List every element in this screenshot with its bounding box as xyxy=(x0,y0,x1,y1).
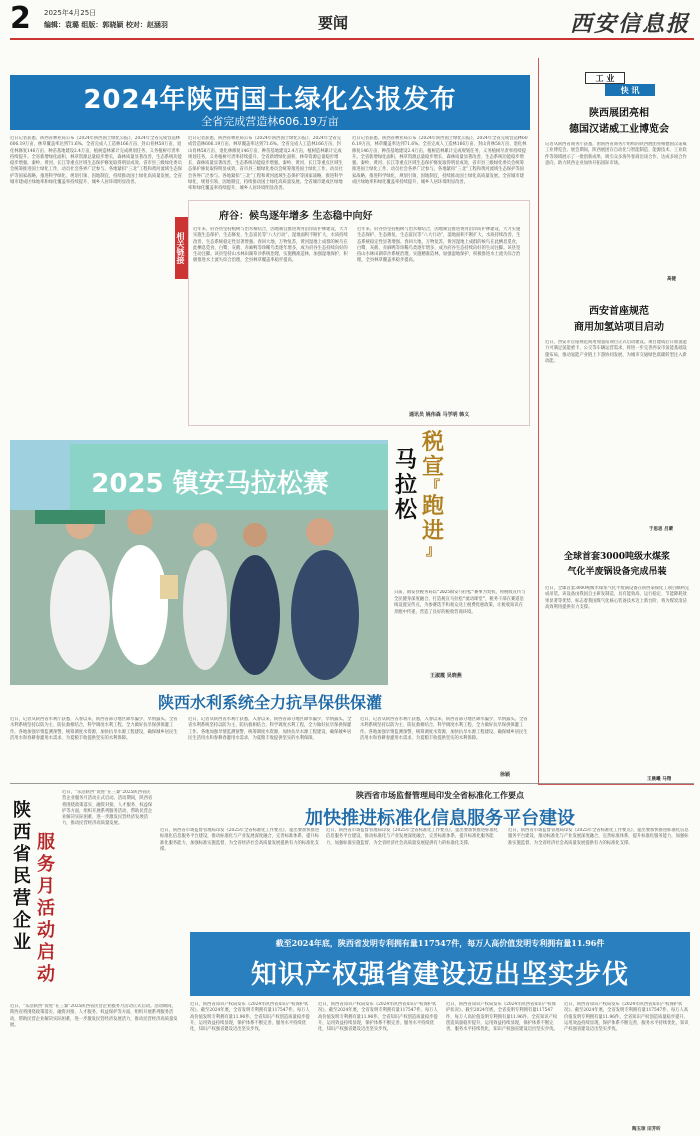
title-char: 马 xyxy=(394,447,417,473)
standard-kicker: 陕西省市场监督管理局印发全省标准化工作要点 xyxy=(356,790,524,800)
photo-title-marathon xyxy=(394,448,418,523)
title-char: 启 xyxy=(37,942,55,963)
marathon-photo xyxy=(10,440,388,685)
title-char: 『 xyxy=(426,479,440,495)
standard-body-col3: 近日，陕西省市场监督管理局印发《2025年全省标准化工作要点》，提出要加快推进标准化信息服务平台建设，推动标准化与产业发展深度融合，完善标准体系，提升标准化服务能力，加强标准实施监督，为全省经济社会高质量发展提供有力的标准化支撑。 xyxy=(508,828,689,846)
title-char: 企 xyxy=(13,910,31,931)
photo-story-body: 日前，镇安县税务局以“2025镇安马拉松”赛事为契机，将税收宣传与全民健身深度融合，打造税宣马拉松“流动课堂”，税务干部在赛道沿线设置宣传点，为参赛选手和观众送上税费优惠政策，让税收知识在奔跑中传递，营造了良好的税收营商环境。 xyxy=(394,590,526,615)
service-title-col2 xyxy=(36,832,56,986)
title-char: 业 xyxy=(13,932,31,953)
event-sign-text: 2025 镇安马拉松赛 xyxy=(91,469,329,499)
title-char: 民 xyxy=(13,866,31,887)
ip-body-col4: 近日，陕西省知识产权局发布《2024年陕西省知识产权保护状况》。截至2024年底，全省发明专利拥有量117547件，每万人高价值发明专利拥有量11.96件。全省知识产权创造质量稳步提升，运用效益持续显现，保护体系不断完善，服务水平持续优化，知识产权强省建设迈出坚实步伐。 xyxy=(564,1002,689,1033)
brief-item-1-title: 陕西展团亮相 德国汉诺威工业博览会 xyxy=(569,108,669,135)
photo-title-tax xyxy=(420,430,446,558)
brief-item-2-body: 近日，西安市首座规范商用加氢站项目正式启动建设。项目建成后日加氢能力可满足氢能重卡、公交等车辆运营需求，将进一步完善西安市氢能基础设施布局，推动氢能产业链上下游协同发展，为城市交通绿色低碳转型注入新动能。 xyxy=(545,340,687,364)
brief-item-3-byline: 王晨曦 马翔 xyxy=(647,777,672,782)
lead-body-col3: 近日记者获悉，陕西省林业局公布《2024年陕西国土绿化公报》，2024年全省完成营造林606.19万亩，林草覆盖率达到71.6%。全省完成人工造林166万亩、封山育林58万亩、退化林修复146万亩、种苗基地建设2.4万亩，植树造林累计完成规划任务，义务植树尽责率持续提升。全省新增绿化面积，林草资源总量稳步增长，森林质量显著改善，生态系统功能稳步增强。秦岭、黄河、长江等重点区域生态保护修复取得明显成效，省市县三级绿化委员会统筹推进国土绿化工作，动员社会各界广泛参与。各地紧扣“三北”工程和黄河流域生态保护等国家战略，推进科学绿化、规划引领、因地制宜，持续推动国土绿化高质量发展。全省城市建成区绿地率和绿化覆盖率持续提升，城乡人居环境明显改善。 xyxy=(352,136,528,186)
lead-body-col1: 近日记者获悉，陕西省林业局公布《2024年陕西国土绿化公报》，2024年全省完成营造林606.19万亩，林草覆盖率达到71.6%。全省完成人工造林166万亩、封山育林58万亩、退化林修复146万亩、种苗基地建设2.4万亩，植树造林累计完成规划任务，义务植树尽责率持续提升。全省新增绿化面积，林草资源总量稳步增长，森林质量显著改善，生态系统功能稳步增强。秦岭、黄河、长江等重点区域生态保护修复取得明显成效，省市县三级绿化委员会统筹推进国土绿化工作，动员社会各界广泛参与。各地紧扣“三北”工程和黄河流域生态保护等国家战略，推进科学绿化、规划引领、因地制宜，持续推动国土绿化高质量发展。全省城市建成区绿地率和绿化覆盖率持续提升，城乡人居环境明显改善。 xyxy=(10,136,182,186)
standard-body-col1: 近日，陕西省市场监督管理局印发《2025年全省标准化工作要点》，提出要加快推进标准化信息服务平台建设，推动标准化与产业发展深度融合，完善标准体系，提升标准化服务能力，加强标准实施监督，为全省经济社会高质量发展提供有力的标准化支撑。 xyxy=(160,828,320,852)
service-body-bottom: 近日，“乐活陕西”促进“在三秦”2025陕西省民营企业服务月活动正式启动。活动期间，陕西省将围绕政策落实、融资对接、人才服务、权益保护等方面，组织开展系列服务活动，帮助民营企业解决实际困难，进一步激发民营经济发展活力，推动民营经济高质量发展。 xyxy=(10,1004,178,1028)
standard-body-col2: 近日，陕西省市场监督管理局印发《2025年全省标准化工作要点》，提出要加快推进标准化信息服务平台建设，推动标准化与产业发展深度融合，完善标准体系，提升标准化服务能力，加强标准实施监督，为全省经济社会高质量发展提供有力的标准化支撑。 xyxy=(326,828,499,846)
brief-item-2-byline: 于思思 吕蒙 xyxy=(649,527,674,532)
title-char: 动 xyxy=(37,920,55,941)
title-char: 服 xyxy=(37,832,55,853)
service-title-col1 xyxy=(12,800,32,954)
title-char: 西 xyxy=(13,822,31,843)
title-char: 宣 xyxy=(421,454,444,480)
brief-tag-industry: 工 业 xyxy=(585,72,625,84)
ip-body-col2: 近日，陕西省知识产权局发布《2024年陕西省知识产权保护状况》。截至2024年底，全省发明专利拥有量117547件，每万人高价值发明专利拥有量11.96件。全省知识产权创造质量稳步提升，运用效益持续显现，保护体系不断完善，服务水平持续优化，知识产权强省建设迈出坚实步伐。 xyxy=(318,1002,438,1033)
brief-item-1-byline: 高健 xyxy=(667,277,676,282)
service-body-top: 近日，“乐活陕西”促进“在三秦”2025陕西省民营企业服务月活动正式启动。活动期间，陕西省将围绕政策落实、融资对接、人才服务、权益保护等方面，组织开展系列服务活动，帮助民营企业解决实际困难，进一步激发民营经济发展活力，推动民营经济高质量发展。 xyxy=(62,790,153,827)
related-body-col1: 近年来，府谷县坚持植树与治水相结合，因地制宜推进黄河沿岸防护林建设，大力实施生态保护、生态修复、生态富民等“八大行动”，湿地面积不断扩大，水质持续改善，生态系统稳定性显著增强。春回大地，万物复苏，黄河湿地上成群的候鸟在此栖息觅食，白鹭、灰鹤、赤麻鸭等珍稀鸟类逐年增多，成为府谷生态持续向好的生动注脚。该县坚持山水林田湖草沙系统治理，实施精准造林，加强湿地保护，积极推进水土流失综合治理，全县林草覆盖率稳步提高。 xyxy=(193,227,348,264)
ip-byline: 陶玉琼 田芳昕 xyxy=(632,1127,661,1132)
brief-bottom-rule xyxy=(538,784,694,785)
lead-banner xyxy=(10,75,530,130)
water-body-col3: 近日，记者从陕西省水利厅获悉，入春以来，陕西省部分地区降水偏少，旱情露头。全省水利系统坚持以防为主、防抗救相结合，科学调度水利工程，全力做好抗旱保供保灌工作。各地加强旱情监测预警，统筹调度水资源，加快抗旱水源工程建设，确保城乡居民生活用水和春耕春灌用水需求，为夏粮丰收提供坚实的水利保障。 xyxy=(360,717,528,741)
brief-panel xyxy=(538,58,694,784)
water-title: 陕西水利系统全力抗旱保供保灌 xyxy=(157,693,382,712)
brief-item-2-title: 西安首座规范 商用加氢站项目启动 xyxy=(574,306,664,333)
title-char: 月 xyxy=(37,876,55,897)
title-char: 省 xyxy=(13,844,31,865)
title-char: 跑 xyxy=(421,493,444,519)
title-char: 营 xyxy=(13,888,31,909)
related-title: 府谷：候鸟逐年增多 生态稳中向好 xyxy=(219,211,373,222)
page-header xyxy=(0,0,700,42)
title-char: 拉 xyxy=(394,472,417,498)
ip-kicker: 截至2024年底，陕西省发明专利拥有量117547件，每万人高价值发明专利拥有量11.96件 xyxy=(275,938,605,948)
masthead-logo: 西安信息报 xyxy=(570,11,691,37)
related-box xyxy=(176,200,530,426)
standard-title: 加快推进标准化信息服务平台建设 xyxy=(305,808,575,829)
page-number: 2 xyxy=(10,1,31,36)
title-char: 』 xyxy=(426,543,440,559)
title-char: 进 xyxy=(421,518,444,544)
lead-subtitle: 全省完成营造林606.19万亩 xyxy=(201,115,339,128)
title-char: 活 xyxy=(37,898,55,919)
staff-line: 编辑：袁璐 组版：郭晓颖 校对：赵涵羽 xyxy=(44,21,168,29)
header-rule xyxy=(10,38,694,40)
photo-story xyxy=(10,429,530,685)
brief-item-1-body: 记者从陕西省商务厅获悉，由陕西省商务厅组织的陕西展团亮相德国汉诺威工业博览会。展会期间，陕西展团在自动化与智能制造、能源技术、工业软件等领域展示了一批创新成果，吸引众多海外客商洽谈合作，达成多项合作意向，助力陕西企业加快开拓国际市场。 xyxy=(545,142,687,166)
brief-item-3-title: 全球首套3000吨级水煤浆 气化半废锅设备完成吊装 xyxy=(563,552,671,577)
title-char: 动 xyxy=(37,964,55,985)
water-body-col1: 近日，记者从陕西省水利厅获悉，入春以来，陕西省部分地区降水偏少，旱情露头。全省水利系统坚持以防为主、防抗救相结合，科学调度水利工程，全力做好抗旱保供保灌工作。各地加强旱情监测预警，统筹调度水资源，加快抗旱水源工程建设，确保城乡居民生活用水和春耕春灌用水需求，为夏粮丰收提供坚实的水利保障。 xyxy=(10,717,178,741)
photo-story-byline: 王淑霞 吴晓燕 xyxy=(430,673,462,679)
ip-body-col1: 近日，陕西省知识产权局发布《2024年陕西省知识产权保护状况》。截至2024年底，全省发明专利拥有量117547件，每万人高价值发明专利拥有量11.96件。全省知识产权创造质量稳步提升，运用效益持续显现，保护体系不断完善，服务水平持续优化，知识产权强省建设迈出坚实步伐。 xyxy=(190,1002,310,1033)
water-body-col2: 近日，记者从陕西省水利厅获悉，入春以来，陕西省部分地区降水偏少，旱情露头。全省水利系统坚持以防为主、防抗救相结合，科学调度水利工程，全力做好抗旱保供保灌工作。各地加强旱情监测预警，统筹调度水资源，加快抗旱水源工程建设，确保城乡居民生活用水和春耕春灌用水需求，为夏粮丰收提供坚实的水利保障。 xyxy=(188,717,352,741)
title-char: 陕 xyxy=(13,800,31,821)
ip-title: 知识产权强省建设迈出坚实步伐 xyxy=(250,960,629,990)
ip-banner xyxy=(190,932,690,996)
related-label: 相关链接 xyxy=(175,217,188,279)
related-body-col2: 近年来，府谷县坚持植树与治水相结合，因地制宜推进黄河沿岸防护林建设，大力实施生态保护、生态修复、生态富民等“八大行动”，湿地面积不断扩大，水质持续改善，生态系统稳定性显著增强。春回大地，万物复苏，黄河湿地上成群的候鸟在此栖息觅食，白鹭、灰鹤、赤麻鸭等珍稀鸟类逐年增多，成为府谷生态持续向好的生动注脚。该县坚持山水林田湖草沙系统治理，实施精准造林，加强湿地保护，积极推进水土流失综合治理，全县林草覆盖率稳步提高。 xyxy=(357,227,521,264)
section-title: 要闻 xyxy=(318,14,349,32)
ip-body-col3: 近日，陕西省知识产权局发布《2024年陕西省知识产权保护状况》。截至2024年底，全省发明专利拥有量117547件，每万人高价值发明专利拥有量11.96件。全省知识产权创造质量稳步提升，运用效益持续显现，保护体系不断完善，服务水平持续优化，知识产权强省建设迈出坚实步伐。 xyxy=(446,1002,558,1033)
water-byline: 徐颖 xyxy=(500,772,511,778)
date-line: 2025年4月25日 xyxy=(44,9,97,17)
lead-body-col2: 近日记者获悉，陕西省林业局公布《2024年陕西国土绿化公报》，2024年全省完成营造林606.19万亩，林草覆盖率达到71.6%。全省完成人工造林166万亩、封山育林58万亩、退化林修复146万亩、种苗基地建设2.4万亩，植树造林累计完成规划任务，义务植树尽责率持续提升。全省新增绿化面积，林草资源总量稳步增长，森林质量显著改善，生态系统功能稳步增强。秦岭、黄河、长江等重点区域生态保护修复取得明显成效，省市县三级绿化委员会统筹推进国土绿化工作，动员社会各界广泛参与。各地紧扣“三北”工程和黄河流域生态保护等国家战略，推进科学绿化、规划引领、因地制宜，持续推动国土绿化高质量发展。全省城市建成区绿地率和绿化覆盖率持续提升，城乡人居环境明显改善。 xyxy=(188,136,343,192)
related-byline: 通讯员 姚伟森 马学明 韩义 xyxy=(409,412,470,418)
brief-item-3-body: 近日，全球首套3000吨级水煤浆气化半废锅设备在陕西某煤化工项目顺利完成吊装。该设备由我国自主研发制造，具有能效高、运行稳定、节能降耗效果显著等优势，标志着我国煤气化核心装备技术迈上新台阶，将为煤炭清洁高效利用提供有力支撑。 xyxy=(545,586,690,610)
title-char: 税 xyxy=(421,429,444,455)
title-char: 松 xyxy=(394,497,417,523)
brief-tag-news: 快 讯 xyxy=(605,84,655,96)
lead-title: 2024年陕西国土绿化公报发布 xyxy=(83,85,457,115)
title-char: 务 xyxy=(37,854,55,875)
